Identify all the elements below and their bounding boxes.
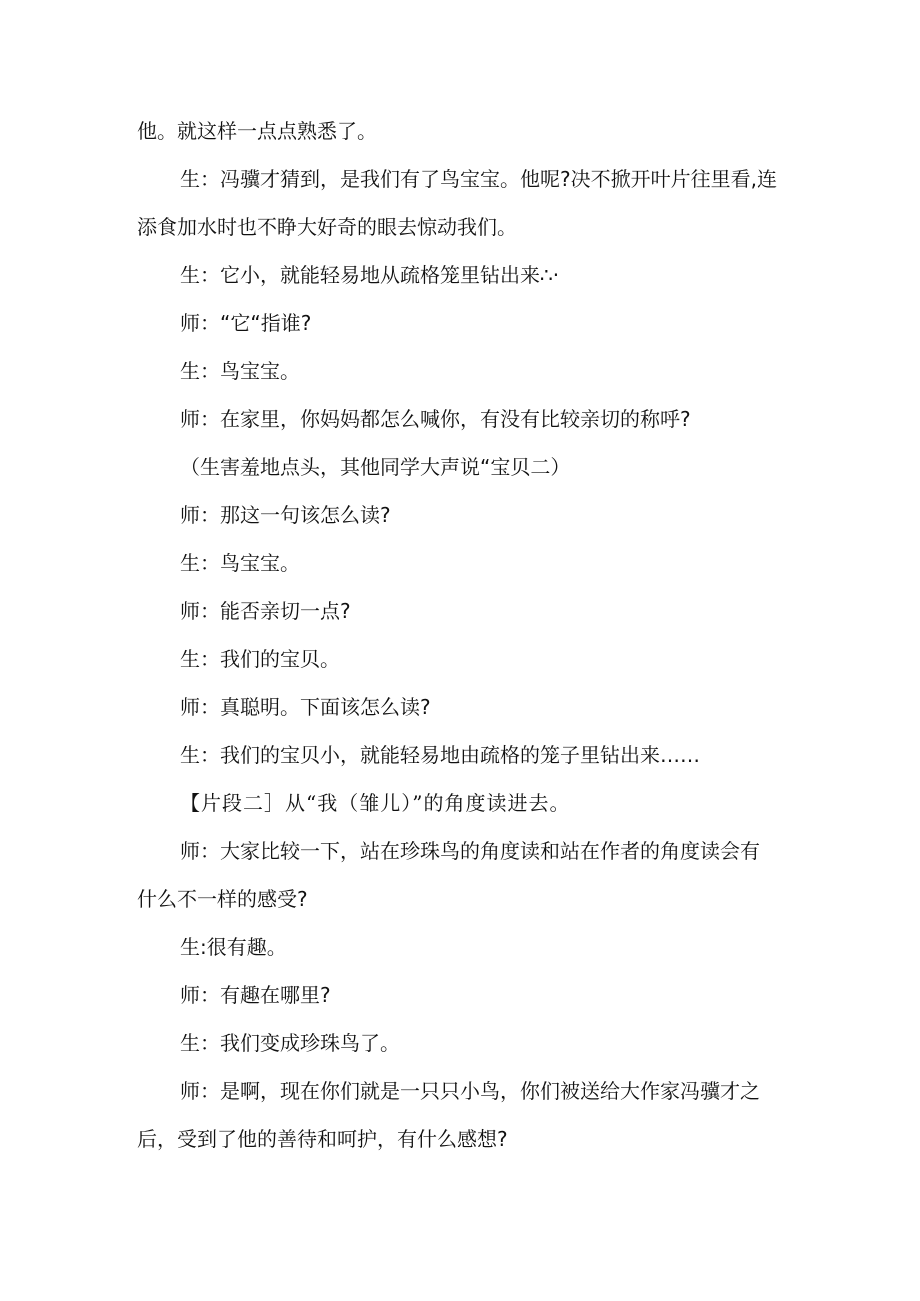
text-line-4: 生：它小，就能轻易地从疏格笼里钻出来∴·	[180, 263, 560, 287]
text-line-14: 生：我们的宝贝小，就能轻易地由疏格的笼子里钻出来……	[180, 743, 700, 767]
text-line-5: 师：“它“指谁?	[180, 311, 312, 335]
text-line-17: 什么不一样的感受?	[137, 887, 308, 911]
text-line-6: 生：鸟宝宝。	[180, 359, 300, 383]
text-line-12: 生：我们的宝贝。	[180, 647, 340, 671]
text-line-19: 师：有趣在哪里?	[180, 983, 331, 1007]
text-line-9: 师：那这一句该怎么读?	[180, 503, 391, 527]
section-heading: 【片段二］从“我（雏儿）”的角度读进去。	[180, 791, 571, 815]
text-line-7: 师：在家里，你妈妈都怎么喊你，有没有比较亲切的称呼?	[180, 407, 691, 431]
text-line-22: 后，受到了他的善待和呵护，有什么感想?	[137, 1127, 508, 1151]
text-line-1: 他。就这样一点点熟悉了。	[137, 119, 377, 143]
text-line-13: 师：真聪明。下面该怎么读?	[180, 695, 431, 719]
text-line-2: 生：冯骥才猜到，是我们有了鸟宝宝。他呢?决不掀开叶片往里看,连	[180, 167, 777, 191]
text-line-3: 添食加水时也不睁大好奇的眼去惊动我们。	[137, 215, 517, 239]
text-line-21: 师：是啊，现在你们就是一只只小鸟，你们被送给大作家冯骥才之	[180, 1079, 760, 1103]
text-line-10: 生：鸟宝宝。	[180, 551, 300, 575]
text-line-8: （生害羞地点头，其他同学大声说“宝贝二）	[180, 455, 571, 479]
text-line-11: 师：能否亲切一点?	[180, 599, 351, 623]
text-line-18: 生:很有趣。	[180, 935, 287, 959]
text-line-16: 师：大家比较一下，站在珍珠鸟的角度读和站在作者的角度读会有	[180, 839, 760, 863]
text-line-20: 生：我们变成珍珠鸟了。	[180, 1031, 400, 1055]
